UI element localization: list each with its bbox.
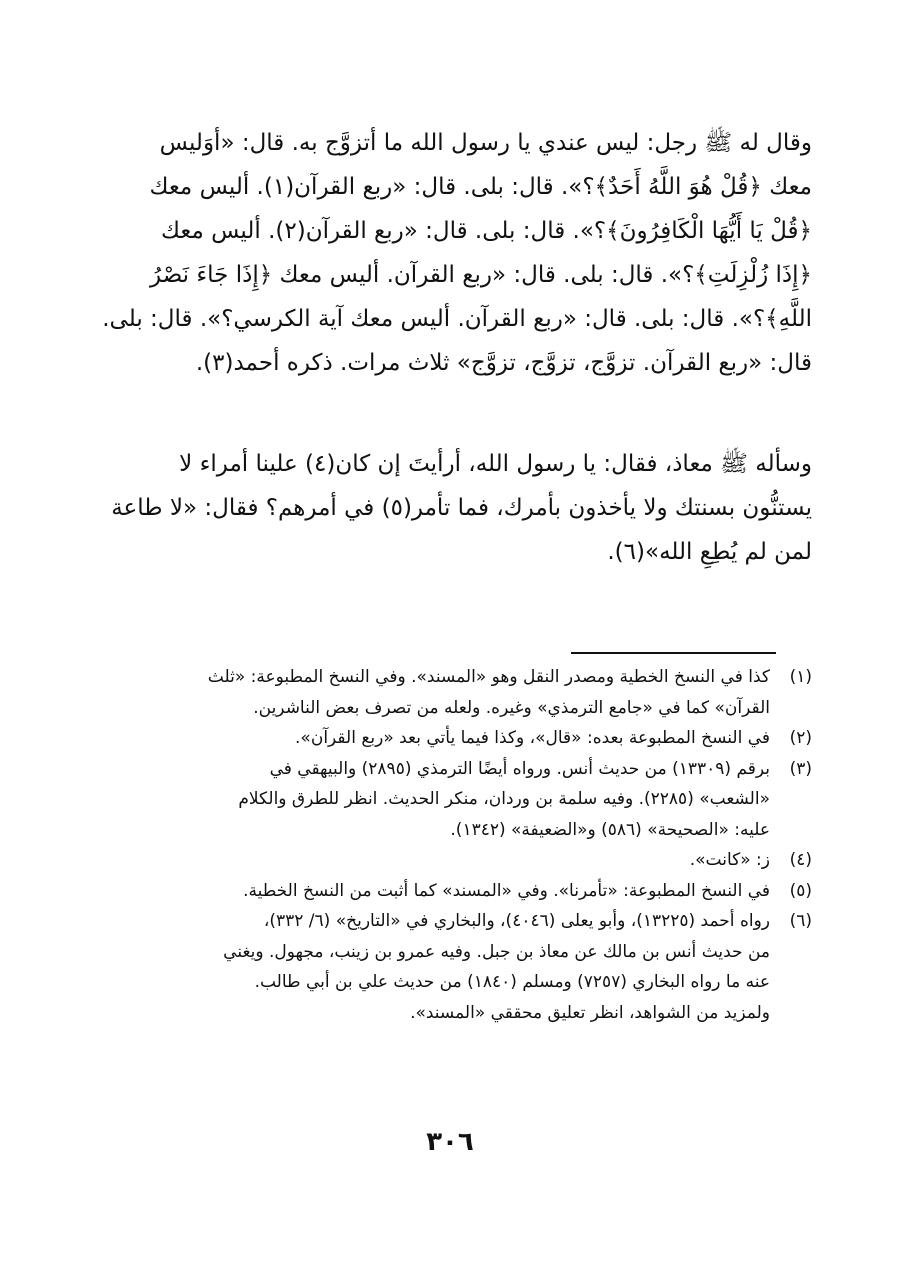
footnote-line: ولمزيد من الشواهد، انظر تعليق محققي «المسند». <box>410 1002 770 1023</box>
footnote-line: في النسخ المطبوعة بعده: «قال»، وكذا فيما يأتي بعد «ربع القرآن». <box>295 728 770 748</box>
footnote-1 <box>86 662 812 723</box>
footnote-line: برقم (١٣٣٠٩) من حديث أنس. ورواه أيضًا الترمذي (٢٨٩٥) والبيهقي في <box>269 758 770 779</box>
footnote-line: في النسخ المطبوعة: «تأمرنا». وفي «المسند» كما أثبت من النسخ الخطية. <box>243 880 770 901</box>
paragraph-line: اللَّهِ﴾؟». قال: بلى. قال: «ربع القرآن. أليس معك آية الكرسي؟». قال: بلى. <box>102 306 812 332</box>
footnote-3 <box>86 754 812 846</box>
footnote-5 <box>86 876 812 907</box>
footnote-line: «الشعب» (٢٢٨٥). وفيه سلمة بن وردان، منكر الحديث. انظر للطرق والكلام <box>238 789 770 809</box>
footnote-number: (٥) <box>789 880 812 901</box>
paragraph-line: يستنُّون بسنتك ولا يأخذون بأمرك، فما تأمر(٥) في أمرهم؟ فقال: «لا طاعة <box>111 495 812 521</box>
footnote-line: عليه: «الصحيحة» (٥٨٦) و«الضعيفة» (١٣٤٢). <box>450 819 770 840</box>
paragraph-line: قال: «ربع القرآن. تزوَّج، تزوَّج، تزوَّج» ثلاث مرات. ذكره أحمد(٣). <box>195 350 812 376</box>
footnote-line: رواه أحمد (١٣٢٢٥)، وأبو يعلى (٤٠٤٦)، والبخاري في «التاريخ» (٦/ ٣٣٢)، <box>263 911 770 931</box>
footnote-line: من حديث أنس بن مالك عن معاذ بن جبل. وفيه عمرو بن زينب، مجهول. ويغني <box>223 941 770 962</box>
footnote-number: (٢) <box>789 728 812 748</box>
footnote-number: (٤) <box>789 850 812 870</box>
footnotes-section <box>86 662 812 1028</box>
footnote-line: عنه ما رواه البخاري (٧٢٥٧) ومسلم (١٨٤٠) من حديث علي بن أبي طالب. <box>254 972 770 992</box>
footnote-line: ز: «كانت». <box>689 850 770 870</box>
paragraph-line: ﴿قُلْ يَا أَيُّهَا الْكَافِرُونَ﴾؟». قال: بلى. قال: «ربع القرآن(٢). أليس معك <box>161 218 812 244</box>
paragraph-line: معك ﴿قُلْ هُوَ اللَّهُ أَحَدٌ﴾؟». قال: بلى. قال: «ربع القرآن(١). أليس معك <box>149 174 812 200</box>
footnote-number: (١) <box>789 667 812 687</box>
page-number: ٣٠٦ <box>426 1127 474 1157</box>
main-paragraph-1 <box>86 121 812 385</box>
footnote-separator <box>571 652 776 654</box>
footnote-number: (٣) <box>789 758 812 779</box>
paragraph-line: وقال له ﷺ رجل: ليس عندي يا رسول الله ما أتزوَّج به. قال: «أوَليس <box>159 130 812 156</box>
footnote-line: كذا في النسخ الخطية ومصدر النقل وهو «المسند». وفي النسخ المطبوعة: «ثلث <box>207 667 770 687</box>
paragraph-line: لمن لم يُطِعِ الله»(٦). <box>607 539 812 565</box>
footnote-line: القرآن» كما في «جامع الترمذي» وغيره. ولعله من تصرف بعض الناشرين. <box>253 697 770 718</box>
footnote-4 <box>86 845 812 876</box>
footnote-number: (٦) <box>789 911 812 931</box>
paragraph-line: وسأله ﷺ معاذ، فقال: يا رسول الله، أرأيتَ إن كان(٤) علينا أمراء لا <box>179 451 812 477</box>
paragraph-line: ﴿إِذَا زُلْزِلَتِ﴾؟». قال: بلى. قال: «ربع القرآن. أليس معك ﴿إِذَا جَاءَ نَصْرُ <box>150 262 812 288</box>
main-paragraph-2 <box>86 442 812 574</box>
footnote-2 <box>86 723 812 754</box>
footnote-6 <box>86 906 812 1028</box>
